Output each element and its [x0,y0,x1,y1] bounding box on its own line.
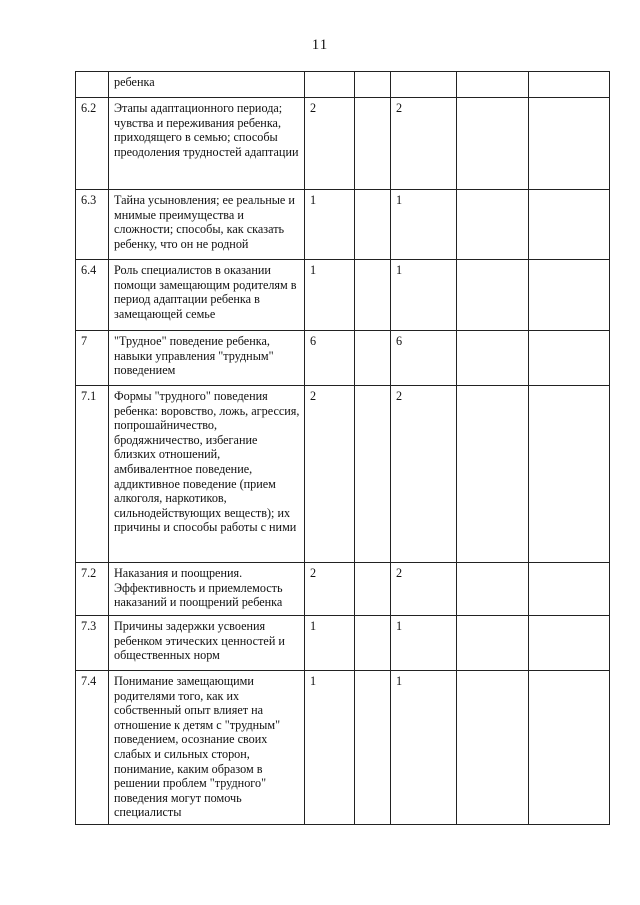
topic-text: "Трудное" поведение ребенка, навыки управления "трудным" поведением [109,331,305,386]
table-row [76,386,610,563]
hours-total: 1 [305,671,355,825]
row-number: 6.3 [76,190,109,260]
extra-cell [457,72,529,98]
hours-theory [355,386,391,563]
hours-total [305,72,355,98]
table-row [76,98,610,190]
hours-practice: 1 [391,616,457,671]
hours-theory [355,331,391,386]
extra-cell [529,98,610,190]
topic-text: Наказания и поощрения. Эффективность и приемлемость наказаний и поощрений ребенка [109,563,305,616]
extra-cell [457,563,529,616]
row-number: 6.4 [76,260,109,331]
curriculum-table [75,71,610,825]
row-number [76,72,109,98]
row-number: 7 [76,331,109,386]
table-row [76,331,610,386]
extra-cell [529,616,610,671]
topic-text: Формы "трудного" поведения ребенка: воровство, ложь, агрессия, попрошайничество, бродяжничество, избегание близких отношений, амбивалентное поведение, аддиктивное поведение (прием алкоголя, наркотиков, сильнодействующих веществ); их причины и способы работы с ними [109,386,305,563]
hours-practice: 1 [391,671,457,825]
extra-cell [457,260,529,331]
extra-cell [529,331,610,386]
topic-text: Понимание замещающими родителями того, как их собственный опыт влияет на отношение к детям с "трудным" поведением, осознание своих слабых и сильных сторон, понимание, каким образом в решении проблем "трудного" поведения могут помочь специалисты [109,671,305,825]
row-number: 7.1 [76,386,109,563]
extra-cell [529,386,610,563]
extra-cell [529,671,610,825]
topic-text: Этапы адаптационного периода; чувства и переживания ребенка, приходящего в семью; способы преодоления трудностей адаптации [109,98,305,190]
row-number: 7.2 [76,563,109,616]
hours-theory [355,72,391,98]
hours-theory [355,563,391,616]
hours-theory [355,616,391,671]
hours-practice: 1 [391,190,457,260]
hours-total: 2 [305,563,355,616]
table-row [76,190,610,260]
extra-cell [457,616,529,671]
hours-total: 2 [305,386,355,563]
hours-theory [355,260,391,331]
hours-theory [355,190,391,260]
extra-cell [457,190,529,260]
hours-total: 1 [305,260,355,331]
extra-cell [457,386,529,563]
hours-practice [391,72,457,98]
row-number: 6.2 [76,98,109,190]
table-row [76,671,610,825]
table-row [76,563,610,616]
extra-cell [529,260,610,331]
extra-cell [457,331,529,386]
topic-text: ребенка [109,72,305,98]
table-row [76,72,610,98]
hours-practice: 2 [391,98,457,190]
topic-text: Тайна усыновления; ее реальные и мнимые преимущества и сложности; способы, как сказать ребенку, что он не родной [109,190,305,260]
extra-cell [457,671,529,825]
extra-cell [529,72,610,98]
hours-total: 6 [305,331,355,386]
page-number: 11 [311,37,329,53]
row-number: 7.4 [76,671,109,825]
hours-total: 1 [305,616,355,671]
extra-cell [529,190,610,260]
hours-total: 2 [305,98,355,190]
hours-practice: 6 [391,331,457,386]
hours-practice: 2 [391,563,457,616]
table-row [76,260,610,331]
topic-text: Роль специалистов в оказании помощи замещающим родителям в период адаптации ребенка в замещающей семье [109,260,305,331]
hours-practice: 1 [391,260,457,331]
hours-total: 1 [305,190,355,260]
row-number: 7.3 [76,616,109,671]
hours-theory [355,98,391,190]
hours-practice: 2 [391,386,457,563]
topic-text: Причины задержки усвоения ребенком этических ценностей и общественных норм [109,616,305,671]
extra-cell [529,563,610,616]
extra-cell [457,98,529,190]
hours-theory [355,671,391,825]
table-row [76,616,610,671]
